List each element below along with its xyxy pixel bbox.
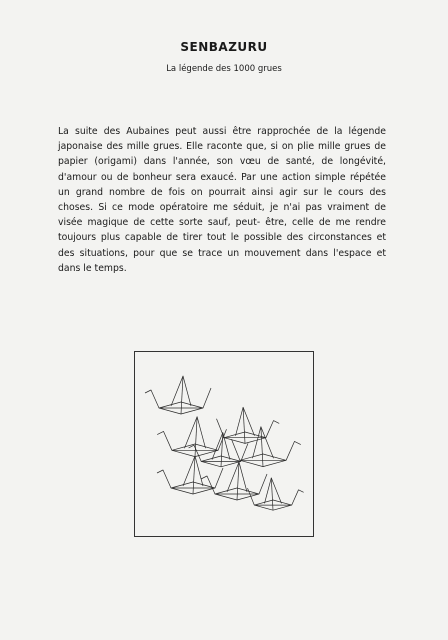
illustration-frame xyxy=(134,351,314,537)
crane-2 xyxy=(157,417,226,457)
crane-3 xyxy=(217,407,280,443)
crane-1 xyxy=(145,376,211,414)
origami-cranes-drawing xyxy=(135,352,315,538)
page-subtitle: La légende des 1000 grues xyxy=(166,64,282,74)
crane-7 xyxy=(201,462,267,500)
body-paragraph: La suite des Aubaines peut aussi être rapprochée de la légende japonaise des mille grues. Elle raconte que, si on plie mille grues de papier (origami) dans l'année, son vœu de santé, de longévité, d'amour ou de bonheur sera exaucé. Par une action simple répétée un grand nombre de fois on pourrait ainsi agir sur le cours des choses. Si ce mode opératoire me séduit, je n'ai pas vraiment de visée magique de cette sorte sauf, peut- être, celle de me rendre toujours plus capable de tirer tout le possible des circonstances et des situations, pour que se trace un mouvement dans l'espace et dans le temps. xyxy=(58,126,386,274)
page-title: SENBAZURU xyxy=(180,40,268,54)
